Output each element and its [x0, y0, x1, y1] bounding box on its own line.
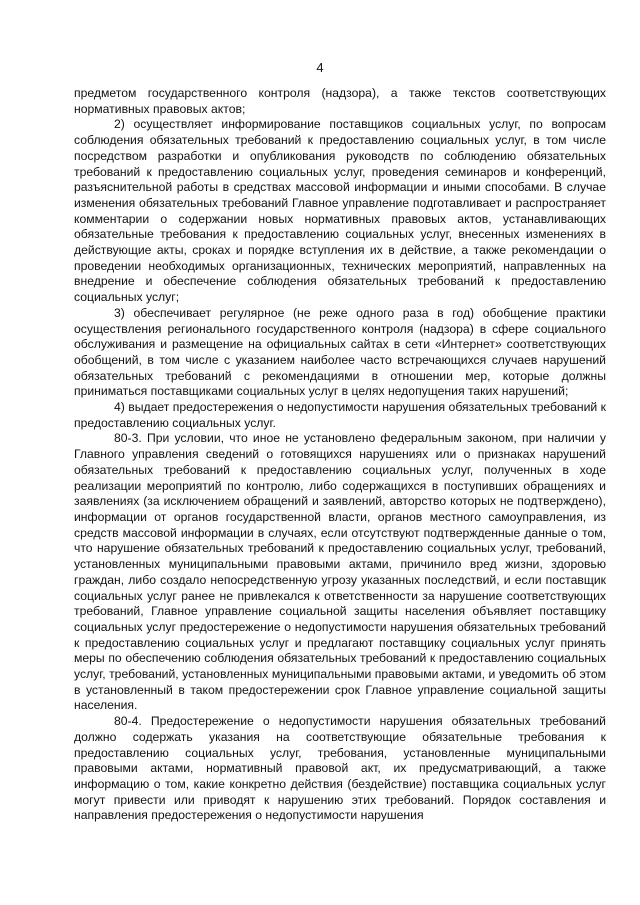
paragraph-item-2: 2) осуществляет информирование поставщиков социальных услуг, по вопросам соблюдения обязательных требований к предоставлению социальных услуг, в том числе посредством разработки и опубликования руководств по соблюдению обязательных требований к предоставлению социальных услуг, проведения семинаров и конференций, разъяснительной работы в средствах массовой информации и иными способами. В случае изменения обязательных требований Главное управление подготавливает и распространяет комментарии о содержании новых нормативных правовых актов, устанавливающих обязательные требования к предоставлению социальных услуг, внесенных изменениях в действующие акты, сроках и порядке вступления их в действие, а также рекомендации о проведении необходимых организационных, технических мероприятий, направленных на внедрение и обеспечение соблюдения обязательных требований к предоставлению социальных услуг; — [74, 117, 606, 305]
paragraph-80-4: 80-4. Предостережение о недопустимости нарушения обязательных требований должно содержать указания на соответствующие обязательные требования к предоставлению социальных услуг, требования, установленные муниципальными правовыми актами, нормативный правовой акт, их предусматривающий, а также информацию о том, какие конкретно действия (бездействие) поставщика социальных услуг могут привести или приводят к нарушению этих требований. Порядок составления и направления предостережения о недопустимости нарушения — [74, 714, 606, 823]
document-body — [74, 86, 606, 824]
paragraph-item-3: 3) обеспечивает регулярное (не реже одного раза в год) обобщение практики осуществления регионального государственного контроля (надзора) в сфере социального обслуживания и размещение на официальных сайтах в сети «Интернет» соответствующих обобщений, в том числе с указанием наиболее часто встречающихся случаев нарушений обязательных требований с рекомендациями в отношении мер, которые должны приниматься поставщиками социальных услуг в целях недопущения таких нарушений; — [74, 305, 606, 399]
paragraph-intro: предметом государственного контроля (надзора), а также текстов соответствующих нормативных правовых актов; — [74, 86, 606, 116]
paragraph-80-3: 80-3. При условии, что иное не установлено федеральным законом, при наличии у Главного управления сведений о готовящихся нарушениях или о признаках нарушений обязательных требований к предоставлению социальных услуг, полученных в ходе реализации мероприятий по контролю, либо содержащихся в поступивших обращениях и заявлениях (за исключением обращений и заявлений, авторство которых не подтверждено), информации от органов государственной власти, органов местного самоуправления, из средств массовой информации в случаях, если отсутствуют подтвержденные данные о том, что нарушение обязательных требований к предоставлению социальных услуг, требований, установленных муниципальными правовыми актами, причинило вред жизни, здоровью граждан, либо создало непосредственную угрозу указанных последствий, и если поставщик социальных услуг ранее не привлекался к ответственности за нарушение соответствующих требований, Главное управление социальной защиты населения объявляет поставщику социальных услуг предостережение о недопустимости нарушения обязательных требований к предоставлению социальных услуг и предлагают поставщику социальных услуг принять меры по обеспечению соблюдения обязательных требований к предоставлению социальных услуг, требований, установленных муниципальными правовыми актами, и уведомить об этом в установленный в таком предостережении срок Главное управление социальной защиты населения. — [74, 431, 606, 713]
page-number: 4 — [316, 60, 324, 75]
paragraph-item-4: 4) выдает предостережения о недопустимости нарушения обязательных требований к предоставлению социальных услуг. — [74, 400, 606, 430]
